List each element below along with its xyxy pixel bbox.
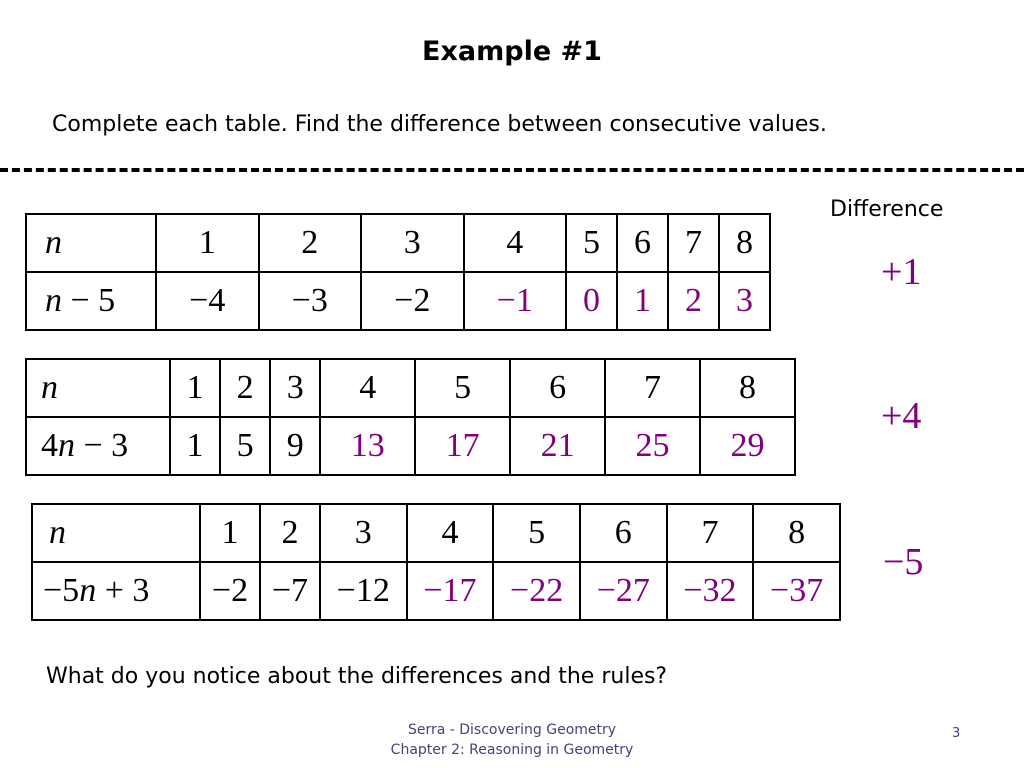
rule-label: 4n − 3: [26, 417, 170, 475]
cell: 5: [220, 417, 270, 475]
difference-header: Difference: [830, 197, 944, 222]
cell: 8: [700, 359, 795, 417]
answer-cell: 1: [617, 272, 668, 330]
cell: −3: [259, 272, 362, 330]
answer-cell: 2: [668, 272, 719, 330]
cell: 1: [170, 417, 220, 475]
cell: 3: [361, 214, 464, 272]
answer-cell: 17: [415, 417, 510, 475]
answer-cell: −22: [493, 562, 580, 620]
dashed-divider: [0, 168, 1024, 172]
cell: −7: [260, 562, 320, 620]
instructions-text: Complete each table. Find the difference between consecutive values.: [52, 112, 827, 137]
reflection-question: What do you notice about the differences and the rules?: [46, 664, 668, 689]
cell: 5: [415, 359, 510, 417]
footer-line-2: Chapter 2: Reasoning in Geometry: [390, 742, 634, 758]
cell: 2: [260, 504, 320, 562]
cell: 3: [270, 359, 320, 417]
table-3: [31, 503, 841, 621]
cell: 8: [753, 504, 840, 562]
cell: 7: [667, 504, 754, 562]
cell: −12: [320, 562, 407, 620]
cell: 9: [270, 417, 320, 475]
table-row-rule: [26, 272, 770, 330]
table-row-rule: [26, 417, 795, 475]
cell: −4: [156, 272, 259, 330]
answer-cell: 21: [510, 417, 605, 475]
cell: 6: [510, 359, 605, 417]
answer-cell: 25: [605, 417, 700, 475]
difference-3: −5: [883, 541, 924, 583]
difference-2: +4: [881, 395, 922, 437]
cell: 7: [668, 214, 719, 272]
table-1: [25, 213, 771, 331]
cell: 6: [617, 214, 668, 272]
answer-cell: −32: [667, 562, 754, 620]
cell: 2: [220, 359, 270, 417]
slide-footer: [0, 720, 1024, 760]
cell: 1: [170, 359, 220, 417]
row-label: n: [26, 359, 170, 417]
table-row-n: [26, 359, 795, 417]
answer-cell: 0: [566, 272, 617, 330]
table-row-n: [32, 504, 840, 562]
answer-cell: 3: [719, 272, 770, 330]
cell: 1: [156, 214, 259, 272]
cell: 3: [320, 504, 407, 562]
answer-cell: −37: [753, 562, 840, 620]
cell: 1: [200, 504, 260, 562]
cell: 2: [259, 214, 362, 272]
cell: 6: [580, 504, 667, 562]
cell: 4: [464, 214, 567, 272]
answer-cell: −27: [580, 562, 667, 620]
row-label: n: [26, 214, 156, 272]
cell: 7: [605, 359, 700, 417]
rule-label: −5n + 3: [32, 562, 200, 620]
answer-cell: −1: [464, 272, 567, 330]
row-label: n: [32, 504, 200, 562]
rule-label: n − 5: [26, 272, 156, 330]
table-2: [25, 358, 796, 476]
page-number: 3: [952, 726, 961, 741]
difference-1: +1: [881, 251, 922, 293]
table-row-n: [26, 214, 770, 272]
answer-cell: 13: [320, 417, 415, 475]
cell: 4: [320, 359, 415, 417]
cell: 4: [407, 504, 494, 562]
cell: 5: [493, 504, 580, 562]
cell: 5: [566, 214, 617, 272]
answer-cell: −17: [407, 562, 494, 620]
cell: 8: [719, 214, 770, 272]
answer-cell: 29: [700, 417, 795, 475]
table-row-rule: [32, 562, 840, 620]
cell: −2: [200, 562, 260, 620]
footer-line-1: Serra - Discovering Geometry: [407, 722, 617, 738]
slide-title: Example #1: [422, 36, 602, 67]
cell: −2: [361, 272, 464, 330]
